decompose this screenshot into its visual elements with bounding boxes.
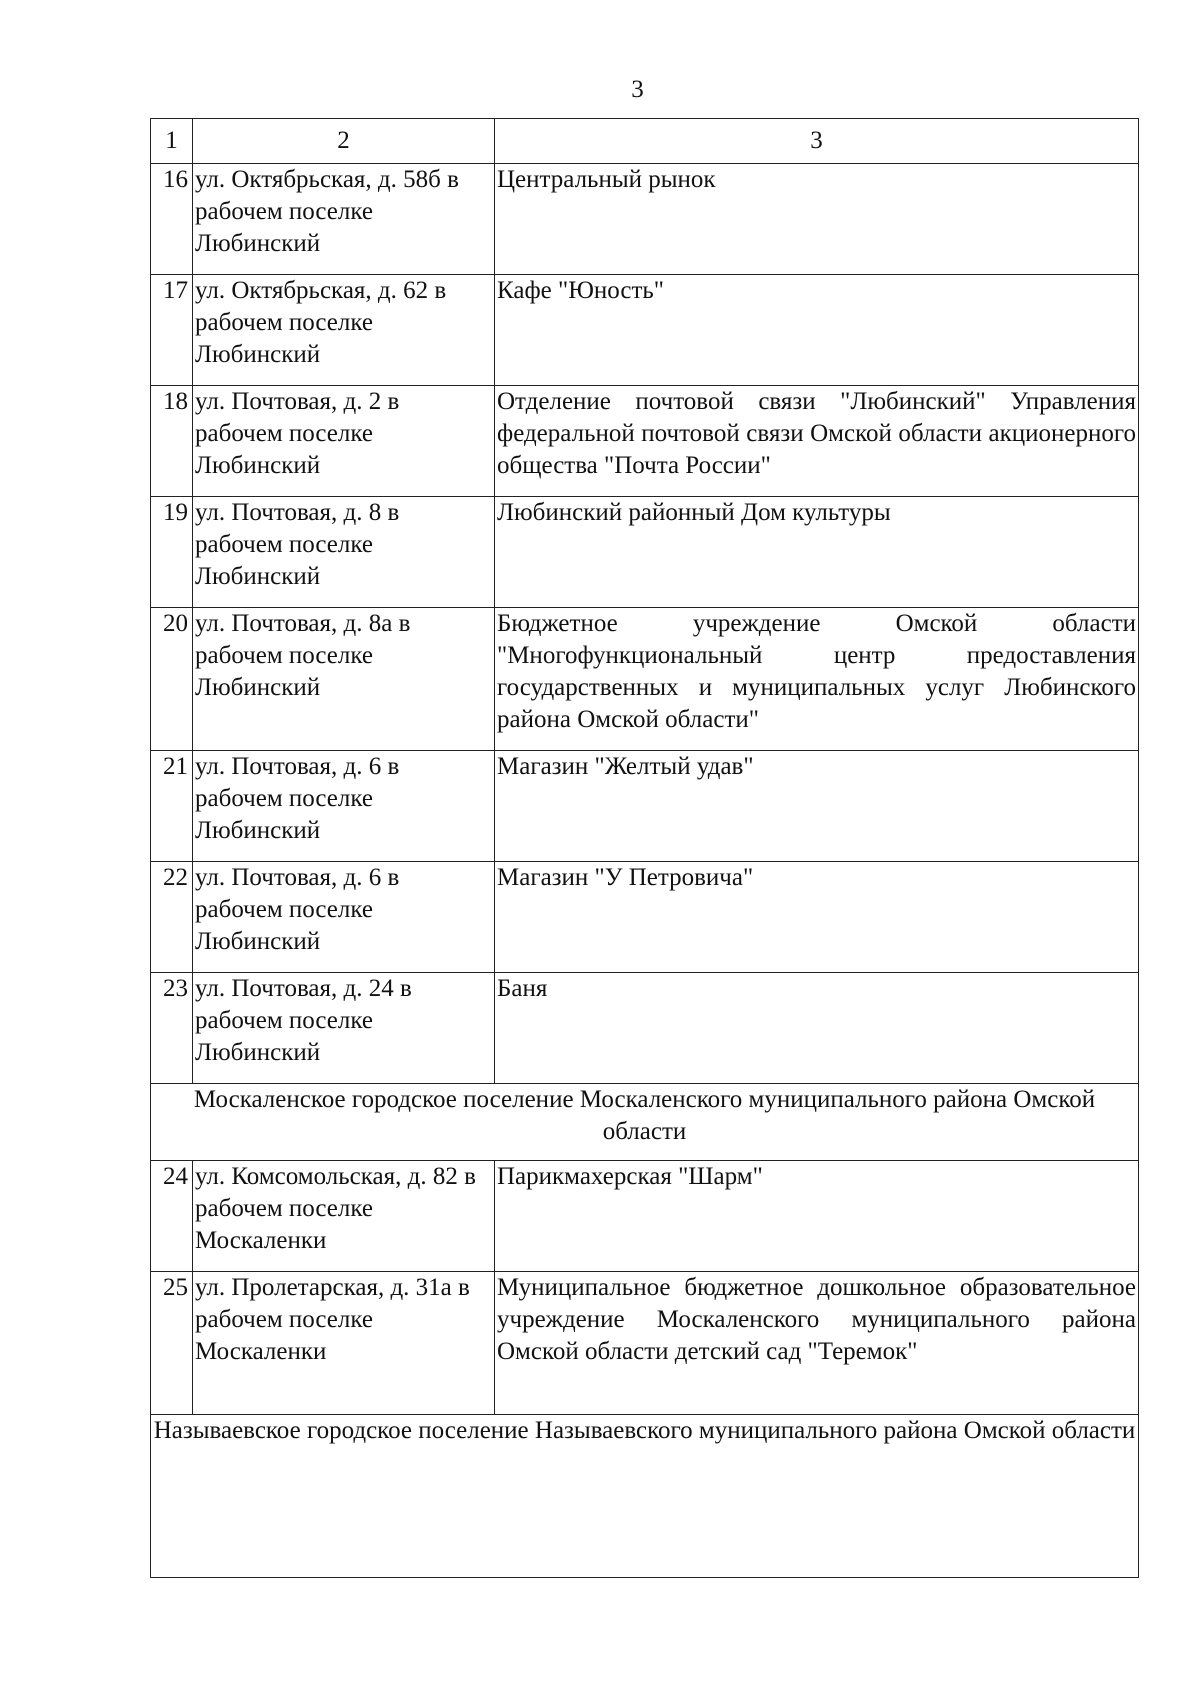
row-number: 21 bbox=[151, 751, 193, 862]
row-object: Баня bbox=[495, 973, 1139, 1084]
row-number: 20 bbox=[151, 608, 193, 751]
header-col-3: 3 bbox=[495, 119, 1139, 164]
section-row bbox=[151, 1415, 1139, 1578]
row-address: ул. Почтовая, д. 6 в рабочем поселке Любинский bbox=[193, 751, 495, 862]
table-row bbox=[151, 608, 1139, 751]
header-col-1: 1 bbox=[151, 119, 193, 164]
row-object: Муниципальное бюджетное дошкольное образовательное учреждение Москаленского муниципального района Омской области детский сад "Теремок" bbox=[495, 1272, 1139, 1415]
row-number: 18 bbox=[151, 386, 193, 497]
row-object: Кафе "Юность" bbox=[495, 275, 1139, 386]
row-address: ул. Пролетарская, д. 31а в рабочем поселке Москаленки bbox=[193, 1272, 495, 1415]
row-address: ул. Октябрьская, д. 62 в рабочем поселке Любинский bbox=[193, 275, 495, 386]
table-row bbox=[151, 1161, 1139, 1272]
table-row bbox=[151, 497, 1139, 608]
table-row bbox=[151, 973, 1139, 1084]
row-number: 25 bbox=[151, 1272, 193, 1415]
row-address: ул. Почтовая, д. 24 в рабочем поселке Любинский bbox=[193, 973, 495, 1084]
table-row bbox=[151, 862, 1139, 973]
row-address: ул. Комсомольская, д. 82 в рабочем поселке Москаленки bbox=[193, 1161, 495, 1272]
row-object: Центральный рынок bbox=[495, 164, 1139, 275]
row-address: ул. Октябрьская, д. 58б в рабочем поселке Любинский bbox=[193, 164, 495, 275]
section-row bbox=[151, 1084, 1139, 1161]
table-row bbox=[151, 386, 1139, 497]
table-row bbox=[151, 751, 1139, 862]
section-title: Называевское городское поселение Называевского муниципального района Омской области bbox=[151, 1415, 1139, 1578]
row-object: Магазин "Желтый удав" bbox=[495, 751, 1139, 862]
row-address: ул. Почтовая, д. 2 в рабочем поселке Любинский bbox=[193, 386, 495, 497]
row-number: 23 bbox=[151, 973, 193, 1084]
header-col-2: 2 bbox=[193, 119, 495, 164]
section-title: Москаленское городское поселение Москаленского муниципального района Омской области bbox=[151, 1084, 1139, 1161]
row-object: Отделение почтовой связи "Любинский" Управления федеральной почтовой связи Омской области акционерного общества "Почта России" bbox=[495, 386, 1139, 497]
row-object: Магазин "У Петровича" bbox=[495, 862, 1139, 973]
row-address: ул. Почтовая, д. 8 в рабочем поселке Любинский bbox=[193, 497, 495, 608]
locations-table bbox=[150, 118, 1139, 1578]
row-number: 19 bbox=[151, 497, 193, 608]
row-number: 16 bbox=[151, 164, 193, 275]
row-number: 22 bbox=[151, 862, 193, 973]
row-object: Любинский районный Дом культуры bbox=[495, 497, 1139, 608]
table-row bbox=[151, 275, 1139, 386]
table-row bbox=[151, 1272, 1139, 1415]
row-object: Бюджетное учреждение Омской области "Многофункциональный центр предоставления государственных и муниципальных услуг Любинского района Омской области" bbox=[495, 608, 1139, 751]
row-object: Парикмахерская "Шарм" bbox=[495, 1161, 1139, 1272]
table-header-row bbox=[151, 119, 1139, 164]
page-number: 3 bbox=[631, 76, 644, 103]
row-address: ул. Почтовая, д. 6 в рабочем поселке Любинский bbox=[193, 862, 495, 973]
row-number: 17 bbox=[151, 275, 193, 386]
row-number: 24 bbox=[151, 1161, 193, 1272]
row-address: ул. Почтовая, д. 8а в рабочем поселке Любинский bbox=[193, 608, 495, 751]
table-row bbox=[151, 164, 1139, 275]
